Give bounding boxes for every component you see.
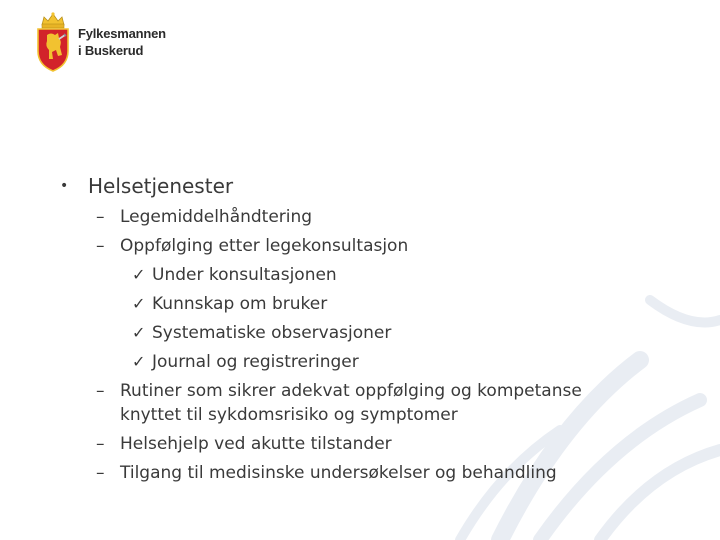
check-icon: ✓ bbox=[132, 294, 146, 313]
dash-marker: – bbox=[96, 463, 105, 483]
bullet-heading-text: Helsetjenester bbox=[88, 174, 234, 198]
check-icon: ✓ bbox=[132, 323, 146, 342]
norwegian-coat-of-arms-icon bbox=[34, 11, 72, 73]
check-item-text: Under konsultasjonen bbox=[152, 265, 337, 285]
list-item-text: Legemiddelhåndtering bbox=[120, 207, 313, 227]
list-item bbox=[96, 234, 409, 258]
check-item-text: Systematiske observasjoner bbox=[152, 323, 392, 343]
list-item bbox=[96, 205, 313, 229]
list-item bbox=[96, 379, 582, 403]
check-item-text: Journal og registreringer bbox=[152, 352, 359, 372]
bullet-marker: • bbox=[60, 178, 69, 194]
check-item bbox=[132, 263, 337, 287]
list-item-text: Tilgang til medisinske undersøkelser og behandling bbox=[120, 463, 557, 483]
list-item-text: Rutiner som sikrer adekvat oppfølging og kompetanse bbox=[120, 381, 582, 401]
list-item-text: Oppfølging etter legekonsultasjon bbox=[120, 236, 409, 256]
organization-logo bbox=[34, 11, 166, 73]
check-icon: ✓ bbox=[132, 352, 146, 371]
list-item bbox=[96, 432, 392, 456]
list-item-text: Helsehjelp ved akutte tilstander bbox=[120, 434, 392, 454]
check-item bbox=[132, 321, 392, 345]
dash-marker: – bbox=[96, 434, 105, 454]
check-item bbox=[132, 292, 328, 316]
organization-name-line1: Fylkesmannen bbox=[78, 26, 166, 41]
organization-name-line2: i Buskerud bbox=[78, 43, 144, 58]
check-item bbox=[132, 350, 359, 374]
check-item-text: Kunnskap om bruker bbox=[152, 294, 328, 314]
dash-marker: – bbox=[96, 236, 105, 256]
list-item-continuation bbox=[120, 403, 458, 427]
organization-name bbox=[78, 25, 166, 59]
list-item bbox=[96, 461, 557, 485]
list-item-text: knyttet til sykdomsrisiko og symptomer bbox=[120, 405, 458, 425]
dash-marker: – bbox=[96, 207, 105, 227]
check-icon: ✓ bbox=[132, 265, 146, 284]
dash-marker: – bbox=[96, 381, 105, 401]
bullet-heading bbox=[60, 172, 233, 200]
